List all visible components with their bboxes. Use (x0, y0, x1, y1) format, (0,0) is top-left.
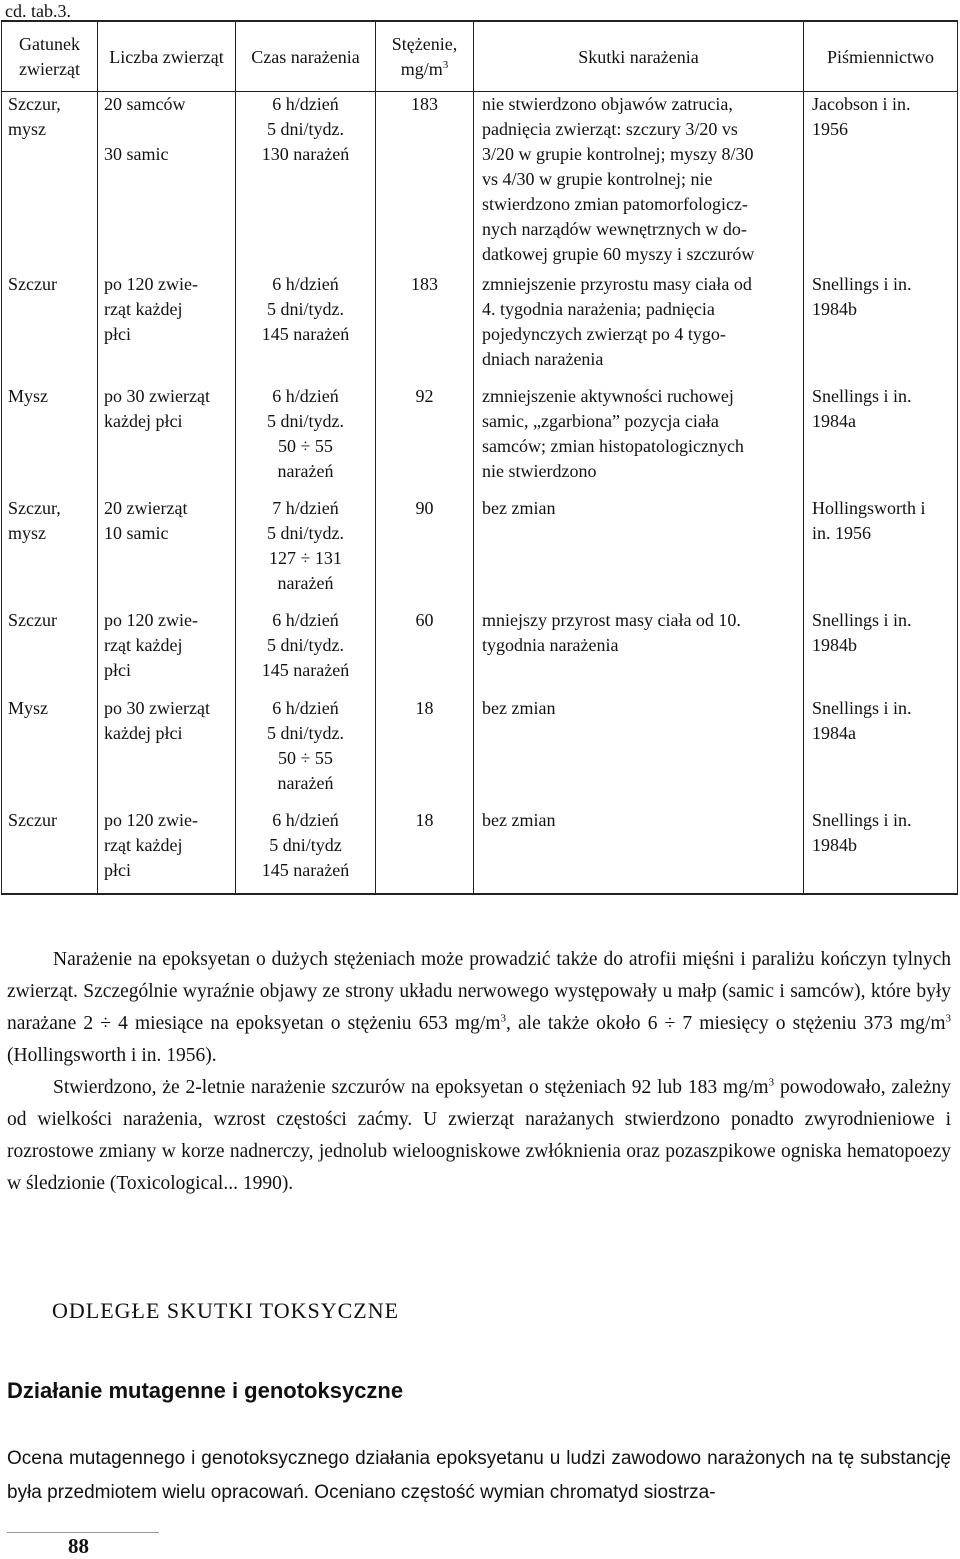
cell-time: 7 h/dzień 5 dni/tydz. 127 ÷ 131 narażeń (236, 496, 376, 608)
cell-species: Szczur (2, 808, 98, 894)
cell-species: Szczur, mysz (2, 92, 98, 272)
cell-species: Szczur (2, 608, 98, 696)
subsection-heading: Działanie mutagenne i genotoksyczne (7, 1378, 404, 1403)
paragraph-atrophy-part-c: (Hollingsworth i in. 1956). (7, 1045, 217, 1066)
cell-concentration: 60 (376, 608, 474, 696)
cell-literature: Snellings i in. 1984b (804, 808, 958, 894)
cell-concentration: 92 (376, 384, 474, 496)
cell-time: 6 h/dzień 5 dni/tydz 145 narażeń (236, 808, 376, 894)
paragraph-atrophy (7, 944, 951, 1072)
paragraph-mutagenic: Ocena mutagennego i genotoksycznego działania epoksyetanu u ludzi zawodowo narażonych na tę substancję była przedmiotem wielu opracowań. Oceniano częstość wymian chromatyd siostrza- (7, 1448, 951, 1503)
header-time: Czas narażenia (236, 21, 376, 92)
cell-time: 6 h/dzień 5 dni/tydz. 145 narażeń (236, 608, 376, 696)
table-row (2, 384, 958, 496)
table-row (2, 92, 958, 272)
cell-literature: Snellings i in. 1984a (804, 696, 958, 808)
cell-count: 20 zwierząt 10 samic (98, 496, 236, 608)
header-concentration-label: Stężenie, mg/m (391, 34, 458, 79)
cell-species: Mysz (2, 696, 98, 808)
cell-time: 6 h/dzień 5 dni/tydz. 50 ÷ 55 narażeń (236, 696, 376, 808)
toxicity-table (1, 20, 958, 895)
cell-effects: bez zmian (474, 496, 804, 608)
cell-concentration: 183 (376, 92, 474, 272)
cell-time: 6 h/dzień 5 dni/tydz. 130 narażeń (236, 92, 376, 272)
paragraph-cataract-part-b: powodowało, zależny od wielkości narażenia, wzrost częstości zaćmy. U zwierząt narażanych stwierdzono ponadto zwyrodnieniowe i rozrostowe zmiany w korze nadnerczy, jednolub wieloogniskowe zwłóknienia oraz pozaszpikowe ogniska hematopoezy w śledzionie (Toxicological... 1990). (7, 1077, 951, 1194)
table-row (2, 808, 958, 894)
footer-divider (7, 1532, 159, 1533)
superscript-3: 3 (945, 1012, 952, 1025)
cell-concentration: 18 (376, 696, 474, 808)
cell-time: 6 h/dzień 5 dni/tydz. 145 narażeń (236, 272, 376, 384)
cell-literature: Snellings i in. 1984a (804, 384, 958, 496)
cell-count: po 30 zwierząt każdej płci (98, 384, 236, 496)
cell-effects: mniejszy przyrost masy ciała od 10. tygodnia narażenia (474, 608, 804, 696)
header-species: Gatunek zwierząt (2, 21, 98, 92)
superscript-3: 3 (500, 1012, 507, 1025)
cell-concentration: 183 (376, 272, 474, 384)
table-row (2, 272, 958, 384)
cell-literature: Snellings i in. 1984b (804, 608, 958, 696)
table-row (2, 496, 958, 608)
header-literature: Piśmiennictwo (804, 21, 958, 92)
cell-literature: Hollingsworth i in. 1956 (804, 496, 958, 608)
page-number: 88 (68, 1534, 89, 1558)
cell-effects: nie stwierdzono objawów zatrucia, padnięcia zwierząt: szczury 3/20 vs 3/20 w grupie kontrolnej; myszy 8/30 vs 4/30 w grupie kontrolnej; nie stwierdzono zmian patomorfologicz- nych narządów wewnętrznych w do- datkowej grupie 60 myszy i szczurów (474, 92, 804, 272)
cell-effects: bez zmian (474, 696, 804, 808)
table-row (2, 696, 958, 808)
table-header-row (2, 21, 958, 92)
cell-concentration: 18 (376, 808, 474, 894)
continuation-label: cd. tab.3. (5, 1, 71, 21)
cell-species: Szczur (2, 272, 98, 384)
cell-count: po 30 zwierząt każdej płci (98, 696, 236, 808)
cell-species: Mysz (2, 384, 98, 496)
cell-literature: Jacobson i in. 1956 (804, 92, 958, 272)
paragraph-atrophy-part-b: , ale także około 6 ÷ 7 miesięcy o stężeniu 373 mg/m (506, 1013, 946, 1034)
header-concentration (376, 21, 474, 92)
superscript-3: 3 (768, 1076, 775, 1089)
cell-count: 20 samców 30 samic (98, 92, 236, 272)
section-heading: ODLEGŁE SKUTKI TOKSYCZNE (52, 1298, 400, 1323)
paragraph-atrophy-part-a: Narażenie na epoksyetan o dużych stężeniach może prowadzić także do atrofii mięśni i paraliżu kończyn tylnych zwierząt. Szczególnie wyraźnie objawy ze strony układu nerwowego występowały u małp (samic i samców), które były narażane 2 ÷ 4 miesiące na epoksyetan o stężeniu 653 mg/m (7, 949, 951, 1034)
cell-count: po 120 zwie- rząt każdej płci (98, 808, 236, 894)
cell-species: Szczur, mysz (2, 496, 98, 608)
paragraph-cataract-part-a: Stwierdzono, że 2-letnie narażenie szczurów na epoksyetan o stężeniach 92 lub 183 mg/m (53, 1077, 769, 1098)
cell-effects: zmniejszenie przyrostu masy ciała od 4. tygodnia narażenia; padnięcia pojedynczych zwierząt po 4 tygo- dniach narażenia (474, 272, 804, 384)
header-effects: Skutki narażenia (474, 21, 804, 92)
cell-literature: Snellings i in. 1984b (804, 272, 958, 384)
cell-concentration: 90 (376, 496, 474, 608)
table-row (2, 608, 958, 696)
cell-count: po 120 zwie- rząt każdej płci (98, 272, 236, 384)
header-concentration-sup: 3 (442, 59, 449, 71)
cell-effects: bez zmian (474, 808, 804, 894)
cell-effects: zmniejszenie aktywności ruchowej samic, „zgarbiona” pozycja ciała samców; zmian histopatologicznych nie stwierdzono (474, 384, 804, 496)
cell-time: 6 h/dzień 5 dni/tydz. 50 ÷ 55 narażeń (236, 384, 376, 496)
header-count: Liczba zwierząt (98, 21, 236, 92)
cell-count: po 120 zwie- rząt każdej płci (98, 608, 236, 696)
paragraph-cataract (7, 1072, 951, 1200)
